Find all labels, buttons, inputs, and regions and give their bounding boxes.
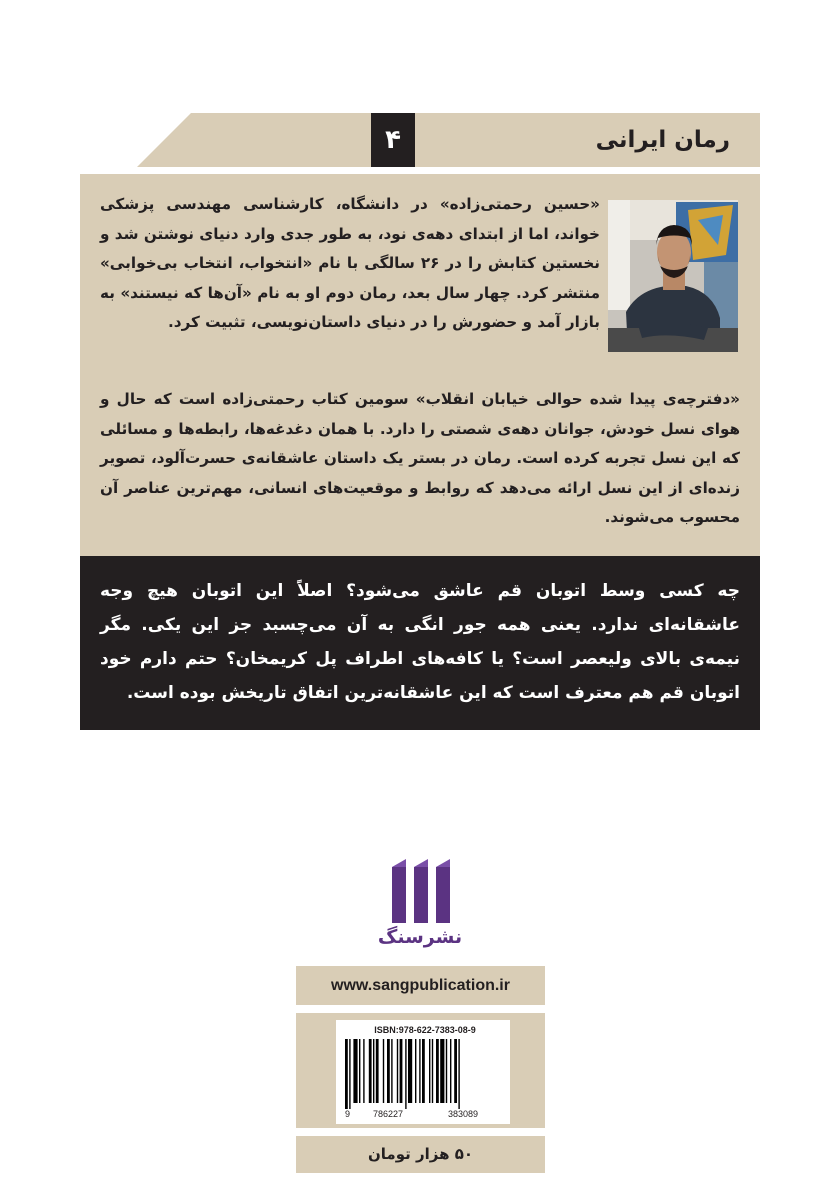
series-number-badge: ۴ xyxy=(371,113,415,167)
barcode-digits-middle: 786227 xyxy=(373,1109,404,1119)
price-label: ۵۰ هزار تومان xyxy=(296,1136,545,1173)
isbn-label: ISBN:978-622-7383-08-9 xyxy=(374,1025,476,1035)
barcode-digits-last: 383089 xyxy=(448,1109,479,1119)
barcode-icon xyxy=(341,1039,505,1109)
series-label: رمان ایرانی xyxy=(595,127,730,153)
novel-description-text: «دفترچه‌ی پیدا شده حوالی خیابان انقلاب» سومین کتاب رحمتی‌زاده است که حال و هوای نسل خودش، جوانان دهه‌ی شصتی را دارد. با همان دغدغه‌ها، رابطه‌ها و مسائلی که این نسل تجربه کرده است. رمان در بستر یک داستان عاشقانه‌ی حسرت‌آلود، تصویر زنده‌ای از این نسل ارائه می‌دهد که روابط و موقعیت‌های انسانی، مهم‌ترین عناصر آن محسوب می‌شوند. xyxy=(100,390,740,526)
publisher-url: www.sangpublication.ir xyxy=(296,966,545,1005)
quote-text: چه کسی وسط اتوبان قم عاشق می‌شود؟ اصلاً این اتوبان هیچ وجه عاشقانه‌ای ندارد. یعنی همه جور انگی به آن می‌چسبد جز این یکی. مگر نیمه‌ی بالای ولیعصر است؟ یا کافه‌های اطراف پل کریمخان؟ حتم دارم خود اتوبان قم هم معترف است که این عاشقانه‌ترین اتفاق تاریخش بوده است. xyxy=(100,581,740,703)
author-bio-text: «حسین رحمتی‌زاده» در دانشگاه، کارشناسی مهندسی پزشکی خواند، اما از ابتدای دهه‌ی نود، به طور جدی وارد دنیای نوشتن شد و نخستین کتابش را در ۲۶ سالگی با نام «انتخواب، انتخاب بی‌خوابی» منتشر کرد. چهار سال بعد، رمان دوم او به نام «آن‌ها که نیستند» به بازار آمد و حضورش را در دنیای داستان‌نویسی، تثبیت کرد. xyxy=(100,195,600,331)
author-photo xyxy=(608,200,738,352)
publisher-name: نشرسنگ xyxy=(377,926,463,948)
barcode-digit-first: 9 xyxy=(345,1109,351,1119)
barcode-digits xyxy=(345,1109,505,1123)
